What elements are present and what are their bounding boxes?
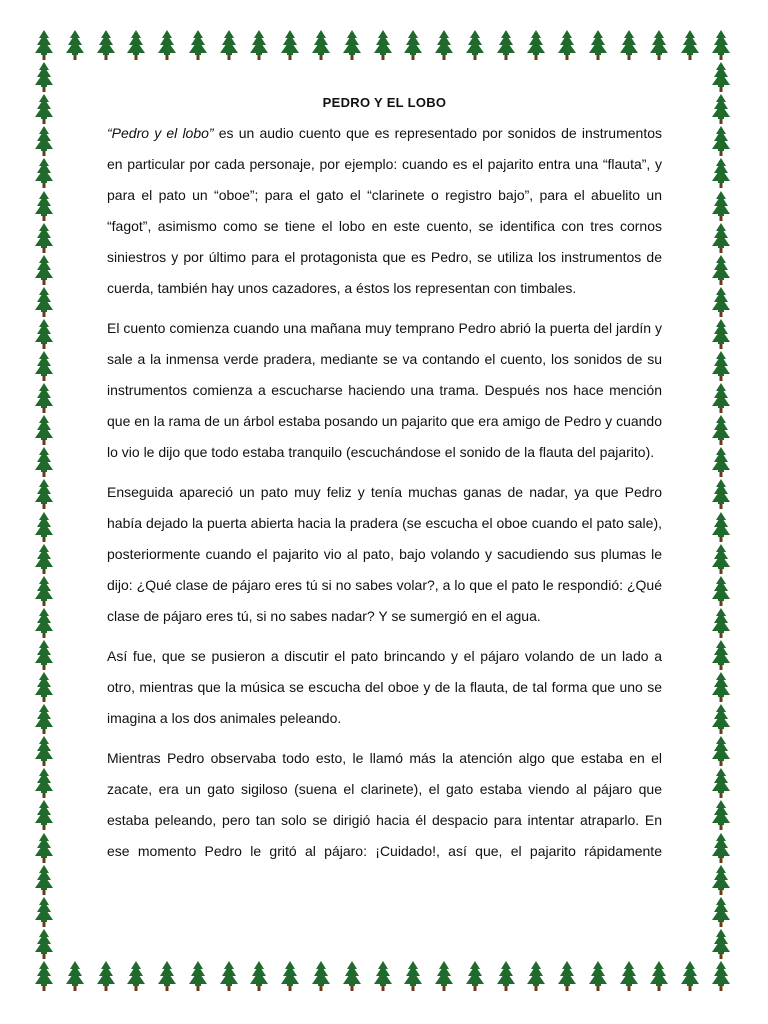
pine-tree-icon (250, 30, 268, 60)
pine-tree-icon (35, 865, 53, 895)
pine-tree-icon (35, 608, 53, 638)
pine-tree-icon (712, 704, 730, 734)
pine-tree-icon (35, 255, 53, 285)
pine-tree-icon (35, 319, 53, 349)
pine-tree-icon (35, 929, 53, 959)
pine-tree-icon (466, 961, 484, 991)
pine-tree-icon (650, 30, 668, 60)
pine-tree-icon (374, 961, 392, 991)
pine-tree-icon (35, 512, 53, 542)
pine-tree-icon (712, 287, 730, 317)
pine-tree-icon (527, 30, 545, 60)
pine-tree-icon (435, 961, 453, 991)
pine-tree-icon (712, 255, 730, 285)
pine-tree-icon (343, 30, 361, 60)
pine-tree-icon (220, 30, 238, 60)
pine-tree-icon (35, 897, 53, 927)
pine-tree-icon (712, 126, 730, 156)
pine-tree-icon (712, 479, 730, 509)
pine-tree-icon (712, 768, 730, 798)
paragraph-1-text: es un audio cuento que es representado por sonidos de instrumentos en particular por cada personaje, por ejemplo: cuando es el pajarito entra una “flauta”, y para el pato un “oboe”; para el gato el “clarinete o registro bajo”, para el abuelito un “fagot”, asimismo como se tiene el lobo en este cuento, se identifica con tres cornos siniestros y por último para el protagonista que es Pedro, se utiliza los instrumentos de cuerda, también hay unos cazadores, a éstos los representan con timbales. (107, 125, 662, 296)
pine-tree-icon (497, 961, 515, 991)
pine-tree-icon (250, 961, 268, 991)
pine-tree-icon (712, 736, 730, 766)
pine-tree-icon (35, 447, 53, 477)
pine-tree-icon (620, 961, 638, 991)
pine-tree-icon (712, 672, 730, 702)
pine-tree-icon (712, 544, 730, 574)
paragraph-2: El cuento comienza cuando una mañana muy temprano Pedro abrió la puerta del jardín y sale a la inmensa verde pradera, mediante se va contando el cuento, los sonidos de su instrumentos comienza a escucharse haciendo una trama. Después nos hace mención que en la rama de un árbol estaba posando un pajarito que era amigo de Pedro y cuando lo vio le dijo que todo estaba tranquilo (escuchándose el sonido de la flauta del pajarito). (107, 320, 662, 460)
pine-tree-icon (35, 223, 53, 253)
pine-tree-icon (35, 544, 53, 574)
paragraph-1 (107, 118, 662, 304)
pine-tree-icon (712, 929, 730, 959)
pine-tree-icon (712, 608, 730, 638)
pine-tree-icon (97, 30, 115, 60)
pine-tree-icon (35, 672, 53, 702)
pine-tree-icon (35, 479, 53, 509)
paragraph-3: Enseguida apareció un pato muy feliz y tenía muchas ganas de nadar, ya que Pedro había dejado la puerta abierta hacia la pradera (se escucha el oboe cuando el pato sale), posteriormente cuando el pajarito vio al pato, bajo volando y sacudiendo sus plumas le dijo: ¿Qué clase de pájaro eres tú si no sabes volar?, a lo que el pato le respondió: ¿Qué clase de pájaro eres tú, si no sabes nadar? Y se sumergió en el agua. (107, 484, 662, 624)
pine-tree-icon (158, 30, 176, 60)
pine-tree-icon (35, 768, 53, 798)
pine-tree-icon (404, 30, 422, 60)
pine-tree-icon (281, 961, 299, 991)
pine-tree-icon (466, 30, 484, 60)
pine-tree-icon (589, 30, 607, 60)
pine-tree-icon (681, 30, 699, 60)
pine-tree-icon (127, 30, 145, 60)
pine-tree-icon (558, 30, 576, 60)
story-title-italic: “Pedro y el lobo” (107, 125, 214, 141)
pine-tree-icon (35, 94, 53, 124)
pine-tree-icon (66, 30, 84, 60)
pine-tree-icon (712, 833, 730, 863)
pine-tree-icon (374, 30, 392, 60)
pine-tree-icon (712, 865, 730, 895)
pine-tree-icon (712, 158, 730, 188)
pine-tree-icon (712, 640, 730, 670)
pine-tree-icon (35, 351, 53, 381)
pine-tree-icon (35, 30, 53, 60)
pine-tree-icon (66, 961, 84, 991)
pine-tree-icon (97, 961, 115, 991)
pine-tree-icon (312, 961, 330, 991)
pine-tree-icon (35, 191, 53, 221)
pine-tree-icon (712, 447, 730, 477)
document-title: PEDRO Y EL LOBO (322, 95, 447, 110)
pine-tree-icon (343, 961, 361, 991)
document-body (107, 93, 662, 876)
pine-tree-icon (312, 30, 330, 60)
pine-tree-icon (220, 961, 238, 991)
pine-tree-icon (712, 223, 730, 253)
pine-tree-icon (712, 576, 730, 606)
pine-tree-icon (497, 30, 515, 60)
pine-tree-icon (435, 30, 453, 60)
pine-tree-icon (650, 961, 668, 991)
pine-tree-icon (712, 351, 730, 381)
pine-tree-icon (158, 961, 176, 991)
pine-tree-icon (35, 704, 53, 734)
pine-tree-icon (712, 94, 730, 124)
pine-tree-icon (712, 961, 730, 991)
paragraph-4: Así fue, que se pusieron a discutir el pato brincando y el pájaro volando de un lado a otro, mientras que la música se escucha del oboe y de la flauta, de tal forma que uno se imagina a los dos animales peleando. (107, 648, 662, 726)
pine-tree-icon (35, 800, 53, 830)
pine-tree-icon (620, 30, 638, 60)
pine-tree-icon (35, 158, 53, 188)
pine-tree-icon (35, 736, 53, 766)
pine-tree-icon (35, 833, 53, 863)
pine-tree-icon (127, 961, 145, 991)
pine-tree-icon (558, 961, 576, 991)
pine-tree-icon (35, 126, 53, 156)
pine-tree-icon (404, 961, 422, 991)
pine-tree-icon (189, 961, 207, 991)
pine-tree-icon (527, 961, 545, 991)
pine-tree-icon (712, 319, 730, 349)
pine-tree-icon (712, 512, 730, 542)
pine-tree-icon (35, 640, 53, 670)
pine-tree-icon (35, 576, 53, 606)
pine-tree-icon (712, 62, 730, 92)
pine-tree-icon (681, 961, 699, 991)
paragraph-5: Mientras Pedro observaba todo esto, le llamó más la atención algo que estaba en el zacate, era un gato sigiloso (suena el clarinete), el gato estaba viendo al pájaro que estaba peleando, pero tan solo se dirigió hacia él despacio para intentar atraparlo. En ese momento Pedro le gritó al pájaro: ¡Cuidado!, así que, el pajarito rápidamente (107, 750, 662, 859)
pine-tree-icon (712, 897, 730, 927)
pine-tree-icon (35, 415, 53, 445)
pine-tree-icon (712, 800, 730, 830)
pine-tree-icon (712, 191, 730, 221)
pine-tree-icon (35, 961, 53, 991)
pine-tree-icon (589, 961, 607, 991)
pine-tree-icon (35, 62, 53, 92)
pine-tree-icon (712, 383, 730, 413)
pine-tree-icon (712, 415, 730, 445)
pine-tree-icon (281, 30, 299, 60)
pine-tree-icon (35, 383, 53, 413)
pine-tree-icon (712, 30, 730, 60)
pine-tree-icon (189, 30, 207, 60)
pine-tree-icon (35, 287, 53, 317)
